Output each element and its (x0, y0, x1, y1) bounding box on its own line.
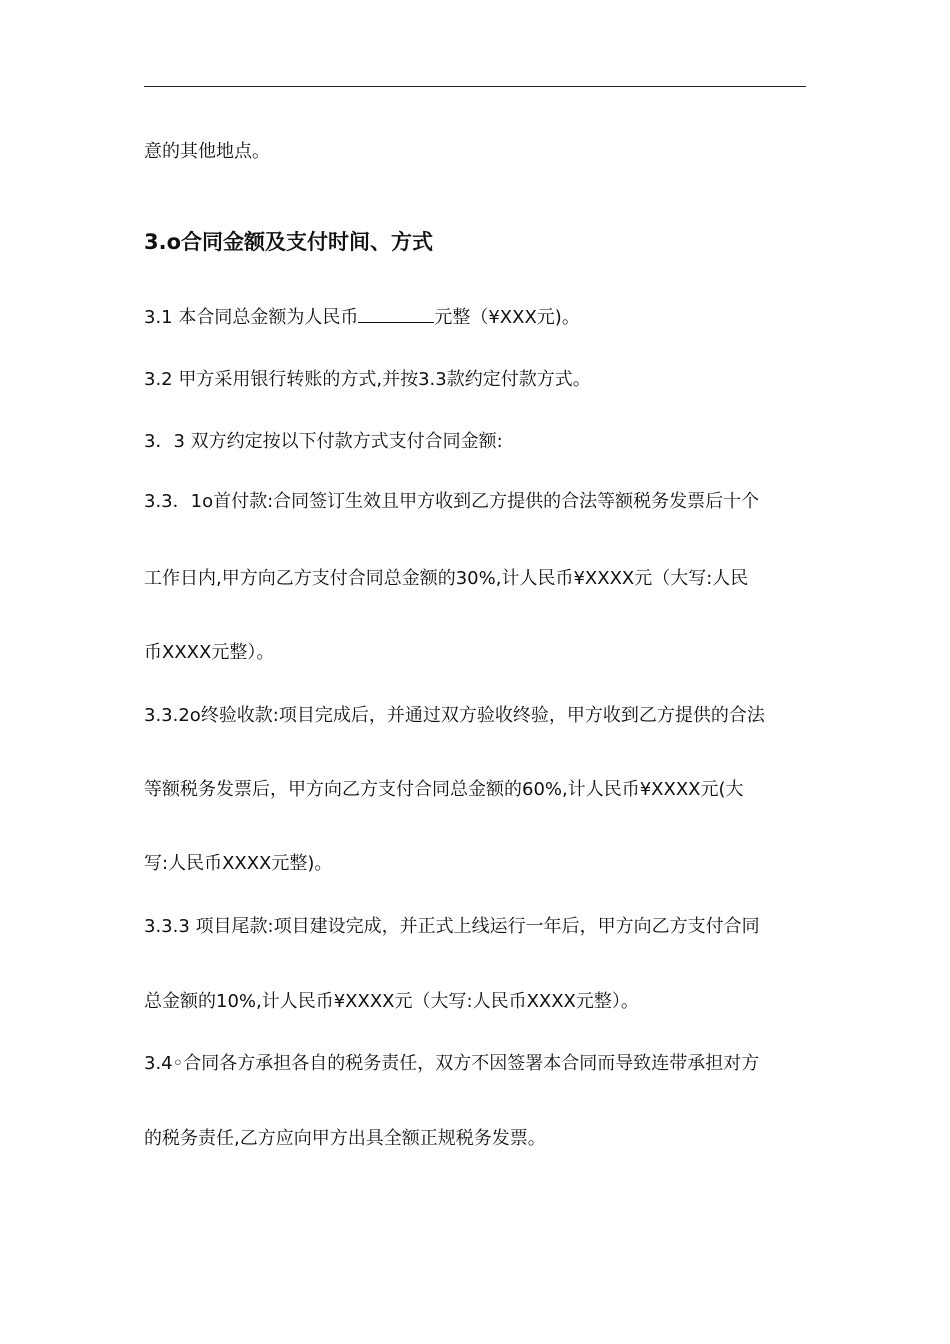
clause-3-3-1-line-2: 工作日内,甲方向乙方支付合同总金额的30%,计人民币¥XXXX元（大写:人民 (144, 568, 749, 589)
clause-3-3-2-line-2: 等额税务发票后，甲方向乙方支付合同总金额的60%,计人民币¥XXXX元(大 (144, 779, 744, 800)
paragraph-continuation: 意的其他地点。 (144, 141, 270, 162)
clause-3-3-3-line-1: 3.3.3 项目尾款:项目建设完成，并正式上线运行一年后，甲方向乙方支付合同 (144, 916, 760, 937)
clause-3-3-1-line-3: 币XXXX元整）。 (144, 642, 275, 663)
clause-3-1-tail: 元整（¥XXX元)。 (434, 307, 580, 328)
clause-3-2: 3.2 甲方采用银行转账的方式,并按3.3款约定付款方式。 (144, 369, 591, 390)
clause-3-3-2-line-3: 写:人民币XXXX元整)。 (144, 853, 333, 874)
clause-3-1-text: 3.1 本合同总金额为人民币 (144, 307, 359, 328)
clause-3-3-2-line-1: 3.3.2o终验收款:项目完成后，并通过双方验收终验，甲方收到乙方提供的合法 (144, 705, 765, 726)
clause-3-3-1-line-1: 3.3．1o首付款:合同签订生效且甲方收到乙方提供的合法等额税务发票后十个 (144, 491, 760, 512)
clause-3-4-line-1: 3.4◦合同各方承担各自的税务责任，双方不因签署本合同而导致连带承担对方 (144, 1053, 760, 1074)
clause-3-4-line-2: 的税务责任,乙方应向甲方出具全额正规税务发票。 (144, 1128, 546, 1149)
clause-3-3: 3．3 双方约定按以下付款方式支付合同金额: (144, 431, 503, 452)
header-rule (144, 86, 806, 87)
section-heading: 3.o合同金额及支付时间、方式 (144, 230, 434, 254)
clause-3-3-3-line-2: 总金额的10%,计人民币¥XXXX元（大写:人民币XXXX元整）。 (144, 991, 639, 1012)
amount-blank (358, 304, 434, 323)
clause-3-1 (144, 304, 824, 330)
